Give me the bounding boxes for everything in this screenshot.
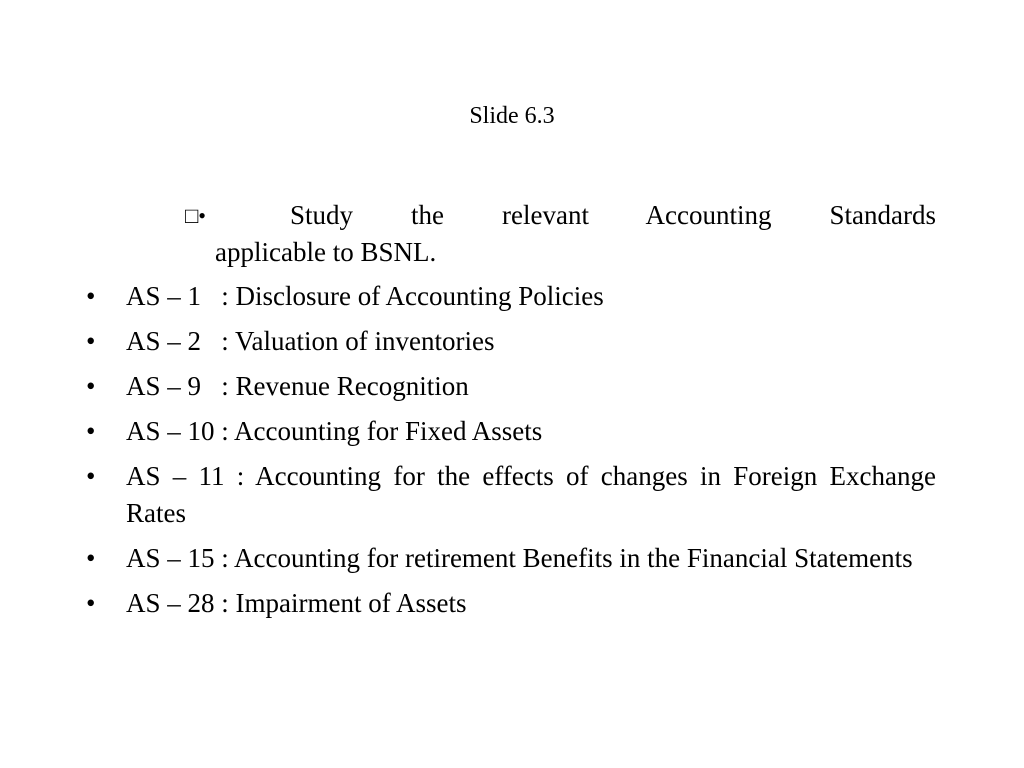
list-item-as-9 <box>86 368 936 405</box>
intro-bullet-marks: □• <box>185 203 206 228</box>
bullet-icon: • <box>86 281 96 311</box>
list-item-as-10 <box>86 413 936 450</box>
bullet-icon: • <box>86 326 96 356</box>
list-item-as-28 <box>86 585 936 622</box>
list-item-text: AS – 28 : Impairment of Assets <box>126 588 467 618</box>
bullet-icon: • <box>86 588 96 618</box>
list-item-as-1 <box>86 278 936 315</box>
slide-title: Slide 6.3 <box>469 103 555 129</box>
list-item-text: AS – 10 : Accounting for Fixed Assets <box>126 416 543 446</box>
intro-line-2: applicable to BSNL. <box>215 237 437 267</box>
intro-line-1: Study the relevant Accounting Standards <box>290 200 936 230</box>
list-item-as-2 <box>86 323 936 360</box>
intro-paragraph <box>185 197 936 271</box>
list-item-as-15 <box>86 540 936 577</box>
list-item-as-11 <box>86 458 936 532</box>
bullet-icon: • <box>86 416 96 446</box>
bullet-icon: • <box>86 461 96 491</box>
list-item-text: AS – 11 : Accounting for the effects of changes in Foreign Exchange Rates <box>126 461 936 528</box>
list-item-text: AS – 15 : Accounting for retirement Benefits in the Financial Statements <box>126 543 913 573</box>
standards-list <box>86 278 936 630</box>
list-item-text: AS – 2 : Valuation of inventories <box>126 326 495 356</box>
list-item-text: AS – 1 : Disclosure of Accounting Policies <box>126 281 604 311</box>
bullet-icon: • <box>86 371 96 401</box>
list-item-text: AS – 9 : Revenue Recognition <box>126 371 469 401</box>
bullet-icon: • <box>86 543 96 573</box>
